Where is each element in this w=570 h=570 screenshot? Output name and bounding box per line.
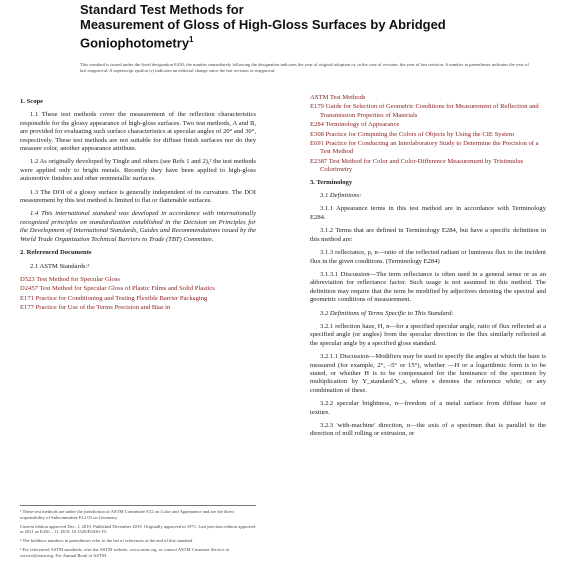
footnote-3: ³ For referenced ASTM standards, visit the ASTM website, www.astm.org, or contact ASTM Customer Service at service@astm.org. For Annual Book of ASTM bbox=[20, 546, 229, 558]
reference-item[interactable]: E2387 Test Method for Color and Color-Difference Measurement by Tristimulus Colorimetry bbox=[310, 157, 524, 174]
title-line-1: Standard Test Methods for bbox=[80, 2, 244, 17]
reference-item[interactable]: E171 Practice for Conditioning and Testing Flexible Barrier Packaging bbox=[20, 294, 208, 302]
title-line-3 bbox=[80, 32, 550, 50]
term-3-1-3: 3.1.3 reflectance, ρ, n—ratio of the reflected radiant or luminous flux to the incident flux in the given conditions. (Terminology E284) bbox=[310, 249, 546, 265]
astm-standards-intro: 2.1 ASTM Standards:³ bbox=[30, 262, 90, 270]
title-line-2: Measurement of Gloss of High-Gloss Surfaces by Abridged bbox=[80, 17, 446, 32]
footnote-2: ² The boldface numbers in parentheses refer to the list of references at the end of this standard. bbox=[20, 538, 194, 544]
term-3-2-3: 3.2.3 'with-machine' direction, n—the axis of a specimen that is parallel to the direction of mill rolling or extrusion, or bbox=[310, 422, 546, 438]
reference-list bbox=[20, 276, 256, 313]
scope-heading: 1. Scope bbox=[20, 98, 44, 105]
reference-list-continued bbox=[310, 94, 546, 175]
footnote-1: ¹ These test methods are under the jurisdiction of ASTM Committee E12 on Color and Appearance and are the direct responsibility of Subcommittee E12.03 on Geometry. bbox=[20, 509, 235, 520]
document-title bbox=[80, 2, 550, 50]
reference-item[interactable]: E179 Guide for Selection of Geometric Conditions for Measurement of Reflection and Transmission Properties of Materials bbox=[310, 103, 539, 119]
reference-item[interactable]: E284 Terminology of Appearance bbox=[310, 121, 400, 129]
reference-item[interactable]: D523 Test Method for Specular Gloss bbox=[20, 275, 120, 283]
reference-item[interactable]: E691 Practice for Conducting an Interlaboratory Study to Determine the Precision of a Test Method bbox=[310, 140, 539, 156]
footnotes bbox=[20, 505, 256, 562]
designation-notice: This standard is issued under the fixed designation E430; the number immediately following the designation indicates the year of original adoption or, in the case of revision, the year of last revision. A number in parentheses indicates the year of last reapproval. A superscript epsilon (ε) indicates an editorial change since the last revision or reapproval. bbox=[80, 62, 529, 73]
reference-item[interactable]: D2457 Test Method for Specular Gloss of Plastic Films and Solid Plastics bbox=[20, 285, 215, 293]
reference-item[interactable]: E308 Practice for Computing the Colors of Objects by Using the CIE System bbox=[310, 130, 515, 138]
term-3-2-2: 3.2.2 specular brightness, n—freedom of a metal surface from diffuse haze or texture. bbox=[310, 400, 546, 416]
term-3-1: 3.1 Definitions: bbox=[320, 192, 362, 200]
scope-para-1-1: 1.1 These test methods cover the measurement of the reflection characteristics responsible for the glossy appearance of high-gloss surfaces. Two test methods, A and B, are provided for evaluating such surface characteristics at specular angles of 20° and 30°, respectively. These test methods are not suitable for diffuse finish surfaces nor do they measure color, another appearance attribute. bbox=[20, 111, 256, 153]
left-column bbox=[20, 94, 256, 314]
reference-item[interactable]: ASTM Test Methods bbox=[310, 94, 366, 101]
term-3-1-3-1: 3.1.3.1 Discussion—The term reflectance is often used in a general sense or as an abbreviation for reflectance factor. Such usage is not assumed in this method. The definition may require that the term be modified by adjectives denoting the spectral and geometric conditions of measurement. bbox=[310, 270, 546, 304]
title-line-3-text: Goniophotometry bbox=[80, 35, 190, 51]
referenced-docs-heading: 2. Referenced Documents bbox=[20, 249, 92, 257]
title-footnote-mark: 1 bbox=[189, 35, 194, 44]
term-3-2: 3.2 Definitions of Terms Specific to This Standard: bbox=[320, 309, 454, 317]
term-3-1-2: 3.1.2 Terms that are defined in Terminology E284, but have a specific definition in this method are: bbox=[310, 227, 546, 243]
scope-para-1-3: 1.3 The DOI of a glossy surface is generally independent of its curvature. The DOI measurement by this test method is limited to flat or flattenable surfaces. bbox=[20, 188, 256, 205]
term-3-2-1-1: 3.2.1.1 Discussion—Modifiers may be used to specify the angles at which the haze is measured (for example, 2°, –5° or 15°), whether —H or a logarithmic form is to be stated, or whether H is to be compensated for the luminance of the specimen by multiplication by Y_standard/Y_s, where s denotes the reference white; or any combination of these. bbox=[310, 353, 546, 394]
scope-para-1-2: 1.2 As originally developed by Tingle and others (see Refs 1 and 2),² the test methods were applied only to bright metals. Recently they have been applied to high-gloss automotive finishes and other nonmetallic surfaces. bbox=[20, 158, 256, 183]
scope-para-1-4: 1.4 This international standard was developed in accordance with internationally recognized principles on standardization established in the Decision on Principles for the Development of International Standards, Guides and Recommendations issued by the World Trade Organization Technical Barriers to Trade (TBT) Committee. bbox=[20, 210, 256, 243]
term-3-1-1: 3.1.1 Appearance terms in this test method are in accordance with Terminology E284. bbox=[310, 205, 546, 221]
terminology-heading: 3. Terminology bbox=[310, 178, 353, 186]
reference-item[interactable]: E177 Practice for Use of the Terms Precision and Bias in bbox=[20, 304, 171, 312]
term-3-2-1: 3.2.1 reflection haze, H, n—for a specified specular angle, ratio of flux reflected at a specified angle (or angles) from the specular direction to the flux similarly reflected at the specular angle by a specified gloss standard. bbox=[310, 322, 546, 347]
footnote-1-edition: Current edition approved Dec. 1, 2019. Published December 2019. Originally approved in 1971. Last previous edition approved in 2011 as E430 – 11. DOI: 10.1520/E0430-19. bbox=[20, 523, 256, 535]
right-column bbox=[310, 94, 546, 444]
